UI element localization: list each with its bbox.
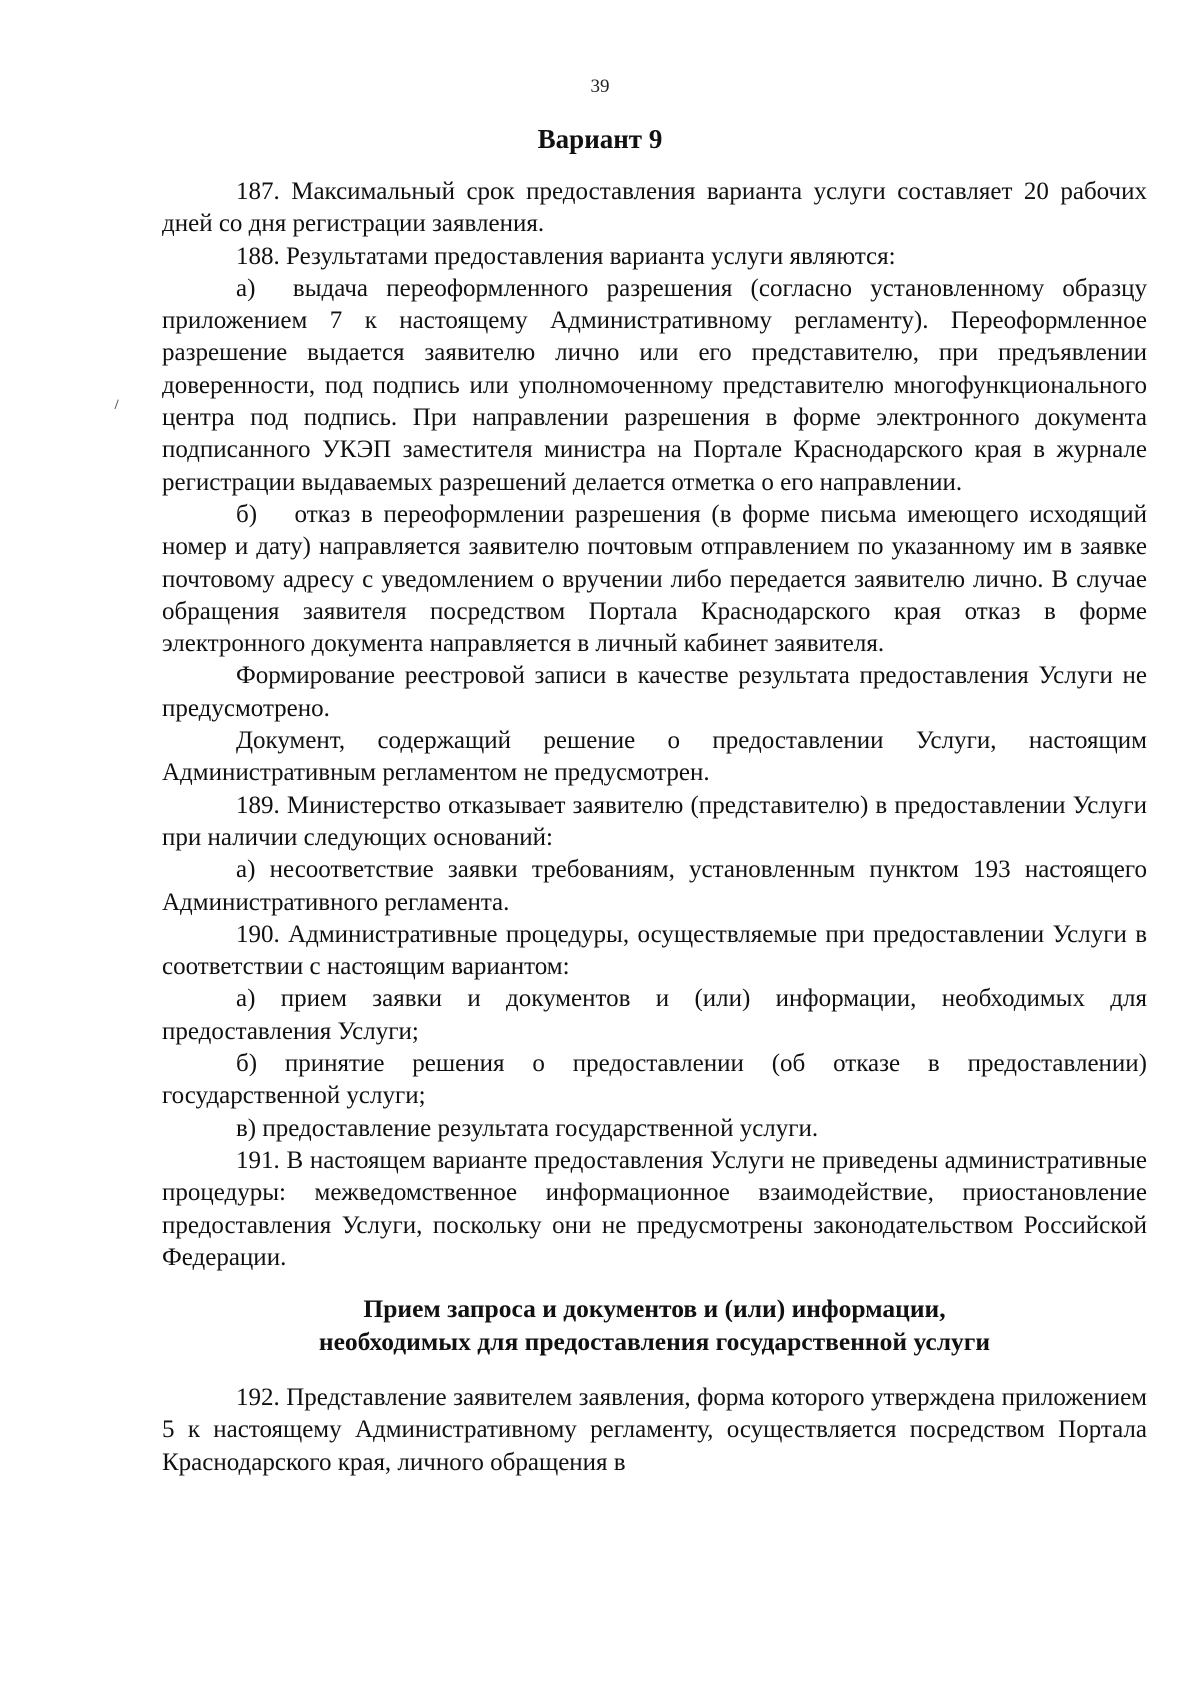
paragraph-189-a: а) несоответствие заявки требованиям, установленным пунктом 193 настоящего Административного регламента. (162, 856, 1147, 916)
paragraph-190-c: в) предоставление результата государственной услуги. (236, 1114, 819, 1142)
paragraph-registry-record: Формирование реестровой записи в качестве результата предоставления Услуги не предусмотрено. (162, 662, 1147, 722)
section-heading: Прием запроса и документов и (или) информации, необходимых для предоставления государственной услуги (318, 1294, 991, 1357)
paragraph-188-b: б) отказ в переоформлении разрешения (в форме письма имеющего исходящий номер и дату) направляется заявителю почтовым отправлением по указанному им в заявке почтовому адресу с уведомлением о вручении либо передается заявителю лично. В случае обращения заявителя посредством Портала Краснодарского края отказ в форме электронного документа направляется в личный кабинет заявителя. (162, 500, 1147, 658)
paragraph-192: 192. Представление заявителем заявления, форма которого утверждена приложением 5 к настоящему Административному регламенту, осуществляется посредством Портала Краснодарского края, личного обращения в (162, 1384, 1147, 1476)
paragraph-188: 188. Результатами предоставления варианта услуги являются: (236, 242, 896, 270)
paragraph-decision-document: Документ, содержащий решение о предоставлении Услуги, настоящим Административным регламентом не предусмотрен. (162, 727, 1147, 787)
document-body (162, 176, 1147, 1479)
paragraph-190-a: а) прием заявки и документов и (или) информации, необходимых для предоставления Услуги; (162, 985, 1147, 1045)
page-number: 39 (590, 76, 610, 97)
paragraph-190-b: б) принятие решения о предоставлении (об отказе в предоставлении) государственной услуги; (162, 1050, 1147, 1110)
paragraph-189: 189. Министерство отказывает заявителю (представителю) в предоставлении Услуги при наличии следующих оснований: (162, 791, 1147, 851)
paragraph-191: 191. В настоящем варианте предоставления Услуги не приведены административные процедуры: межведомственное информационное взаимодействие, приостановление предоставления Услуги, поскольку они не предусмотрены законодательством Российской Федерации. (162, 1146, 1147, 1271)
paragraph-188-a: а) выдача переоформленного разрешения (согласно установленному образцу приложением 7 к настоящему Административному регламенту). Переоформленное разрешение выдается заявителю лично или его представителю, при предъявлении доверенности, под подпись или уполномоченному представителю многофункционального центра под подпись. При направлении разрешения в форме электронного документа подписанного УКЭП заместителя министра на Портале Краснодарского края в журнале регистрации выдаваемых разрешений делается отметка о его направлении. (162, 274, 1147, 496)
paragraph-187: 187. Максимальный срок предоставления варианта услуги составляет 20 рабочих дней со дня регистрации заявления. (162, 178, 1147, 238)
scan-artifact-mark (114, 399, 122, 410)
variant-title: Вариант 9 (537, 124, 663, 154)
paragraph-190: 190. Административные процедуры, осуществляемые при предоставлении Услуги в соответствии с настоящим вариантом: (162, 920, 1147, 981)
